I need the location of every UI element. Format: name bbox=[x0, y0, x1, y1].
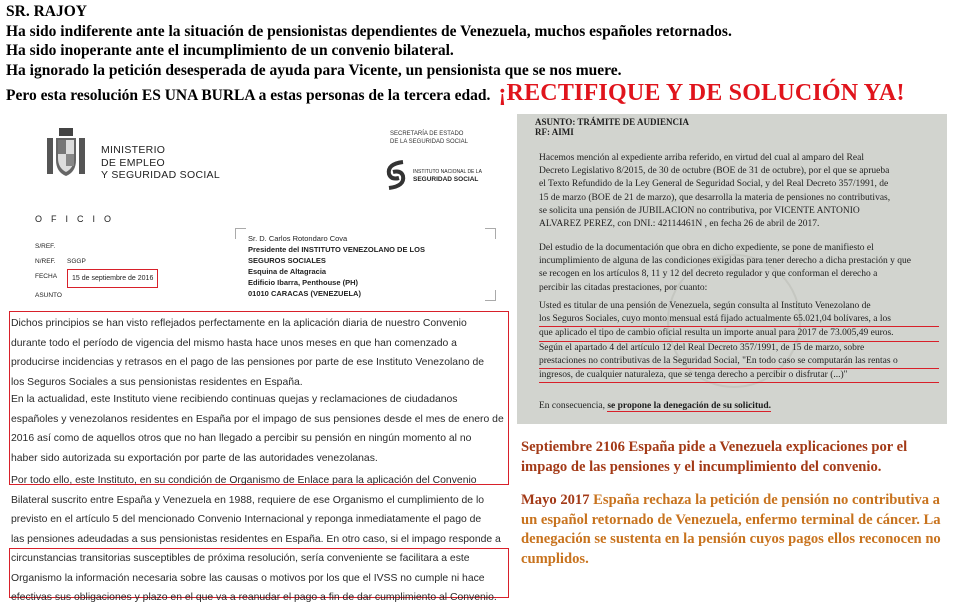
paragraph-1-line: los Seguros Sociales a sus pensionistas residentes en España. bbox=[11, 376, 303, 388]
address-corner-br bbox=[485, 290, 496, 301]
conclusion-prefix: En consecuencia, bbox=[539, 401, 608, 411]
paragraph-3-line: Bilateral suscrito entre España y Venezuela en 1988, requiere de ese Organismo el cumplimiento de lo bbox=[11, 494, 485, 506]
resolution-line: se solicita una pensión de JUBILACION no contributiva, por VICENTE ANTONIO bbox=[539, 205, 860, 216]
address-line-5: Edificio Ibarra, Penthouse (PH) bbox=[248, 278, 359, 287]
resolution-line-underlined: los Seguros Sociales, cuyo monto mensual está fijado actualmente 65.021,04 bolívares, a los bbox=[539, 313, 939, 327]
resolution-line: percibir las citadas prestaciones, por cuanto: bbox=[539, 282, 708, 293]
captions bbox=[521, 438, 951, 570]
resolution-line: el Texto Refundido de la Ley General de Seguridad Social, y del Real Decreto 357/1991, de bbox=[539, 179, 889, 190]
resolution-line: 15 de marzo (BOE de 21 de marzo), que desarrolla la materia de pensiones no contributivas, bbox=[539, 192, 891, 203]
header-title: SR. RAJOY bbox=[6, 3, 87, 20]
resolution-conclusion bbox=[539, 400, 939, 413]
header-line-4-text: Pero esta resolución ES UNA BURLA a estas personas de la tercera edad. bbox=[6, 87, 491, 104]
secretaria-line-1: SECRETARÍA DE ESTADO bbox=[390, 131, 464, 137]
resolution-line: Decreto Legislativo 8/2015, de 30 de octubre (BOE de 31 de octubre), por el que se aprueba bbox=[539, 166, 890, 177]
paragraph-3-line: Organismo la información necesaria sobre las causas o motivos por los que el IVSS no cumple ni hace bbox=[11, 572, 485, 584]
rf-line: RF: AIMI bbox=[535, 126, 574, 137]
paragraph-2 bbox=[11, 390, 504, 468]
resolution-line: Según el apartado 4 del artículo 12 del Real Decreto 357/1991, de 15 de marzo, sobre bbox=[539, 342, 865, 353]
paragraph-3-line: Por todo ello, este Instituto, en su condición de Organismo de Enlace para la aplicación del Convenio bbox=[11, 475, 477, 486]
resolution-paragraph-3 bbox=[539, 300, 939, 383]
address-line-4: Esquina de Altagracia bbox=[248, 267, 327, 276]
paragraph-2-line: españoles y venezolanos residentes en España por el impago de sus pensiones desde el mes de enero de bbox=[11, 413, 504, 425]
recipient-address bbox=[248, 233, 425, 299]
ministry-line-2: DE EMPLEO bbox=[101, 156, 165, 169]
ministry-letter bbox=[3, 118, 508, 602]
address-line-2: Presidente del INSTITUTO VENEZOLANO DE LOS bbox=[248, 245, 425, 254]
resolution-line-underlined: que aplicado el tipo de cambio oficial resulta un importe anual para 2017 de 73.005,49 euros. bbox=[539, 327, 939, 341]
resolution-line-underlined: prestaciones no contributivas de la Seguridad Social, "En todo caso se computarán las rentas o bbox=[539, 355, 939, 369]
paragraph-3 bbox=[11, 471, 501, 608]
caption-september: Septiembre 2106 España pide a Venezuela explicaciones por el impago de las pensiones y el incumplimiento del convenio. bbox=[521, 439, 908, 475]
secretaria-line-2: DE LA SEGURIDAD SOCIAL bbox=[390, 139, 469, 145]
paragraph-3-line: circunstancias transitorias susceptibles de próxima resolución, sería conveniente se facilitara a este bbox=[11, 553, 470, 564]
resolution-line-underlined: ingresos, de cualquier naturaleza, que se tenga derecho a percibir o disfrutar (...)" bbox=[539, 369, 939, 383]
nref-label: N/REF. bbox=[35, 258, 56, 265]
nref-value: SGGP bbox=[67, 258, 86, 265]
address-line-6: 01010 CARACAS (VENEZUELA) bbox=[248, 289, 361, 298]
resolution-line: se recogen en los artículos 8, 11 y 12 del decreto regulador y que conforman el derecho a bbox=[539, 269, 878, 280]
ministry-name bbox=[101, 144, 220, 182]
sref-label: S/REF. bbox=[35, 243, 56, 250]
header-line-2: Ha sido inoperante ante el incumplimiento de un convenio bilateral. bbox=[6, 42, 454, 59]
header-line-4 bbox=[6, 80, 956, 106]
secretaria-heading bbox=[390, 130, 468, 146]
paragraph-1-line: producirse incidencias y retrasos en el pago de las pensiones por parte de ese Instituto Venezolano de bbox=[11, 357, 485, 368]
seg-social-line-1: INSTITUTO NACIONAL DE LA bbox=[413, 169, 482, 175]
paragraph-1 bbox=[11, 314, 484, 392]
oficio-label: OFICIO bbox=[35, 214, 120, 224]
paragraph-2-line: En la actualidad, este Instituto viene recibiendo continuas quejas y reclamaciones de ciudadanos bbox=[11, 394, 458, 405]
caption-may-text: España rechaza la petición de pensión no contributiva a un español retornado de Venezuela, enfermo terminal de cáncer. La denegación se sustenta en la pensión cuyos pagos ellos reconocen no cumplidos. bbox=[521, 492, 941, 567]
paragraph-1-line: Dichos principios se han visto reflejados perfectamente en la aplicación diaria de nuestro Convenio bbox=[11, 318, 467, 329]
letter-metadata bbox=[35, 239, 158, 303]
address-line-1: Sr. D. Carlos Rotondaro Cova bbox=[248, 234, 348, 243]
paragraph-2-line: 2016 así como de aquellos otros que no han llegado a percibir su pensión en ningún momento al no bbox=[11, 433, 472, 444]
paragraph-2-line: haber sido autorizada su exportación por parte de las autoridades venezolanas. bbox=[11, 452, 378, 464]
paragraph-3-line: las pensiones adeudadas a sus pensionistas residentes en España. En otro caso, si el impago responde a bbox=[11, 533, 501, 545]
seg-social-line-2: SEGURIDAD SOCIAL bbox=[413, 176, 479, 183]
header-line-1: Ha sido indiferente ante la situación de pensionistas dependientes de Venezuela, muchos españoles retornados. bbox=[6, 22, 732, 40]
fecha-value: 15 de septiembre de 2016 bbox=[67, 269, 158, 288]
caption-may-date: Mayo 2017 bbox=[521, 492, 590, 509]
resolution-line: Del estudio de la documentación que obra en dicho expediente, se pone de manifiesto el bbox=[539, 243, 874, 253]
caption-may bbox=[521, 491, 951, 569]
header-line-3: Ha ignorado la petición desesperada de ayuda para Vicente, un pensionista que se nos muere. bbox=[6, 61, 622, 79]
address-line-3: SEGUROS SOCIALES bbox=[248, 256, 326, 265]
resolution-document bbox=[517, 114, 947, 424]
resolution-subject bbox=[535, 118, 689, 137]
asunto-label: ASUNTO bbox=[35, 292, 62, 299]
paragraph-1-line: durante todo el período de vigencia del mismo hasta hace unos meses en que han comenzado a bbox=[11, 337, 457, 349]
seguridad-social-name bbox=[413, 168, 482, 184]
fecha-label: FECHA bbox=[35, 273, 58, 280]
resolution-line: Usted es titular de una pensión de Venezuela, según consulta al Instituto Venezolano de bbox=[539, 301, 871, 311]
paragraph-3-line: efectivas sus obligaciones y plazo en el que va a reanudar el pago a fin de dar cumplimiento al Convenio. bbox=[11, 592, 497, 603]
address-corner-tr bbox=[485, 228, 496, 239]
ministry-line-3: Y SEGURIDAD SOCIAL bbox=[101, 169, 220, 181]
header-demand: ¡RECTIFIQUE Y DE SOLUCIÓN YA! bbox=[498, 80, 905, 106]
resolution-line: ALVAREZ PEREZ, con DNI.: 42114461N , en fecha 26 de abril de 2017. bbox=[539, 219, 820, 230]
spain-coat-of-arms-icon bbox=[43, 128, 89, 180]
header bbox=[6, 2, 956, 106]
resolution-line: Hacemos mención al expediente arriba referido, en virtud del cual al amparo del Real bbox=[539, 153, 864, 163]
resolution-line: incumplimiento de alguna de las condiciones exigidas para tener derecho a dicha prestación y que bbox=[539, 256, 911, 267]
seguridad-social-logo-icon bbox=[381, 158, 411, 192]
paragraph-3-line: previsto en el artículo 5 del mencionado Convenio Internacional y reponga inmediatamente el pago de bbox=[11, 514, 482, 525]
conclusion-denial: se propone la denegación de su solicitud. bbox=[607, 401, 772, 411]
resolution-paragraph-2 bbox=[539, 242, 939, 295]
address-corner-tl bbox=[235, 228, 246, 239]
asunto-line: ASUNTO: TRÁMITE DE AUDIENCIA bbox=[535, 117, 689, 127]
ministry-line-1: MINISTERIO bbox=[101, 144, 166, 156]
resolution-paragraph-1 bbox=[539, 152, 939, 231]
